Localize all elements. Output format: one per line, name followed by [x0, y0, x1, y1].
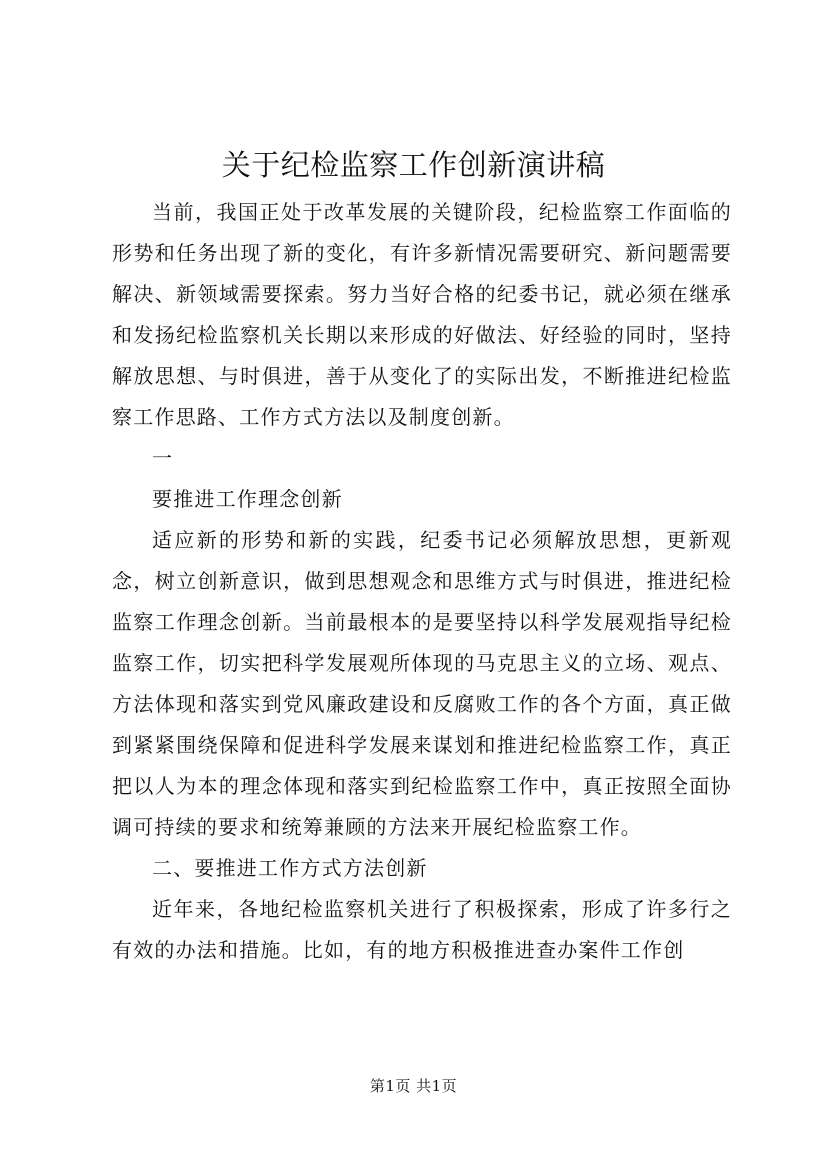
paragraph-intro: 当前，我国正处于改革发展的关键阶段，纪检监察工作面临的形势和任务出现了新的变化，有许多新情况需要研究、新问题需要解决、新领域需要探索。努力当好合格的纪委书记，就必须在继承和发扬纪检监察机关长期以来形成的好做法、好经验的同时，坚持解放思想、与时俱进，善于从变化了的实际出发，不断推进纪检监察工作思路、工作方式方法以及制度创新。	[112, 200, 732, 429]
paragraph-method-innovation: 近年来，各地纪检监察机关进行了积极探索，形成了许多行之有效的办法和措施。比如，有的地方积极推进查办案件工作创	[112, 897, 732, 962]
page-footer: 第1页 共1页	[369, 1077, 458, 1095]
section-number: 一	[152, 446, 174, 470]
page-title: 关于纪检监察工作创新演讲稿	[221, 148, 606, 182]
section-heading-method-innovation: 二、要推进工作方式方法创新	[152, 856, 428, 880]
section-heading-concept-innovation: 要推进工作理念创新	[152, 487, 343, 511]
document-body	[112, 192, 732, 971]
paragraph-concept-innovation: 适应新的形势和新的实践，纪委书记必须解放思想，更新观念，树立创新意识，做到思想观念和思维方式与时俱进，推进纪检监察工作理念创新。当前最根本的是要坚持以科学发展观指导纪检监察工作，切实把科学发展观所体现的马克思主义的立场、观点、方法体现和落实到党风廉政建设和反腐败工作的各个方面，真正做到紧紧围绕保障和促进科学发展来谋划和推进纪检监察工作，真正把以人为本的理念体现和落实到纪检监察工作中，真正按照全面协调可持续的要求和统筹兼顾的方法来开展纪检监察工作。	[112, 528, 732, 839]
